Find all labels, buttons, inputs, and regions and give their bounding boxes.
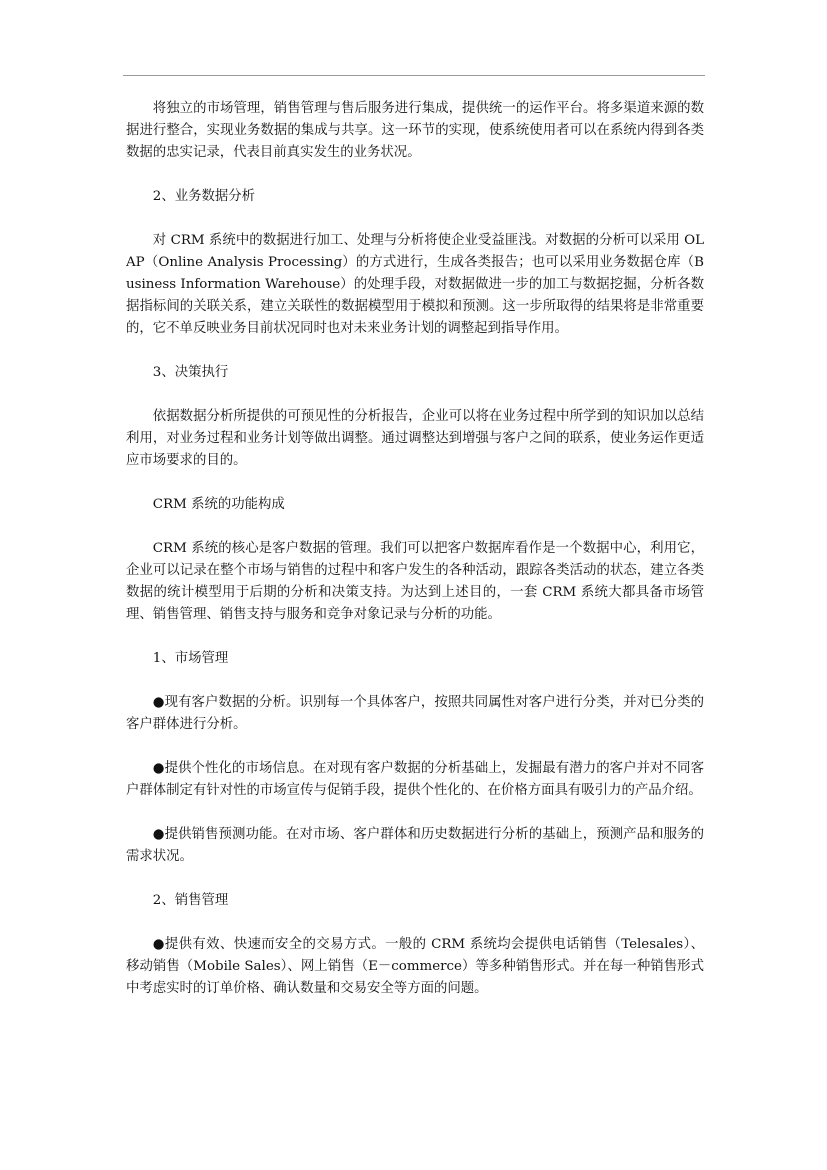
paragraph-data-analysis: 对 CRM 系统中的数据进行加工、处理与分析将使企业受益匪浅。对数据的分析可以采用 OLAP（Online Analysis Processing）的方式进行，生成各类报告；也可以采用业务数据仓库（Business Information Warehouse）的处理手段，对数据做进一步的加工与数据挖掘，分析各数据指标间的关联关系，建立关联性的数据模型用于模拟和预测。这一步所取得的结果将是非常重要的，它不单反映业务目前状况同时也对未来业务计划的调整起到指导作用。 <box>126 233 704 336</box>
paragraph-customer-data-analysis: ●现有客户数据的分析。识别每一个具体客户，按照共同属性对客户进行分类，并对已分类的客户群体进行分析。 <box>126 695 704 732</box>
paragraph-transaction-methods: ●提供有效、快速而安全的交易方式。一般的 CRM 系统均会提供电话销售（Telesales）、移动销售（Mobile Sales）、网上销售（E－commerce）等多种销售形式。并在每一种销售形式中考虑实时的订单价格、确认数量和交易安全等方面的问题。 <box>126 937 704 996</box>
paragraph-sales-forecast: ●提供销售预测功能。在对市场、客户群体和历史数据进行分析的基础上，预测产品和服务的需求状况。 <box>126 827 704 864</box>
heading-market-management: 1、市场管理 <box>152 651 229 666</box>
heading-sales-management: 2、销售管理 <box>152 893 229 908</box>
heading-decision-execution: 3、决策执行 <box>152 365 229 380</box>
heading-business-data-analysis: 2、业务数据分析 <box>152 189 256 204</box>
document-body <box>126 98 704 1000</box>
paragraph-decision-execution: 依据数据分析所提供的可预见性的分析报告，企业可以将在业务过程中所学到的知识加以总结利用，对业务过程和业务计划等做出调整。通过调整达到增强与客户之间的联系，使业务运作更适应市场要求的目的。 <box>126 409 704 468</box>
paragraph-crm-core: CRM 系统的核心是客户数据的管理。我们可以把客户数据库看作是一个数据中心，利用它，企业可以记录在整个市场与销售的过程中和客户发生的各种活动，跟踪各类活动的状态，建立各类数据的统计模型用于后期的分析和决策支持。为达到上述目的，一套 CRM 系统大都具备市场管理、销售管理、销售支持与服务和竞争对象记录与分析的功能。 <box>126 541 704 622</box>
heading-crm-functions: CRM 系统的功能构成 <box>152 497 285 512</box>
header-rule <box>123 75 705 76</box>
paragraph-integration: 将独立的市场管理，销售管理与售后服务进行集成，提供统一的运作平台。将多渠道来源的数据进行整合，实现业务数据的集成与共享。这一环节的实现，使系统使用者可以在系统内得到各类数据的忠实记录，代表目前真实发生的业务状况。 <box>126 101 704 160</box>
paragraph-personalized-info: ●提供个性化的市场信息。在对现有客户数据的分析基础上，发掘最有潜力的客户并对不同客户群体制定有针对性的市场宣传与促销手段，提供个性化的、在价格方面具有吸引力的产品介绍。 <box>126 761 704 798</box>
